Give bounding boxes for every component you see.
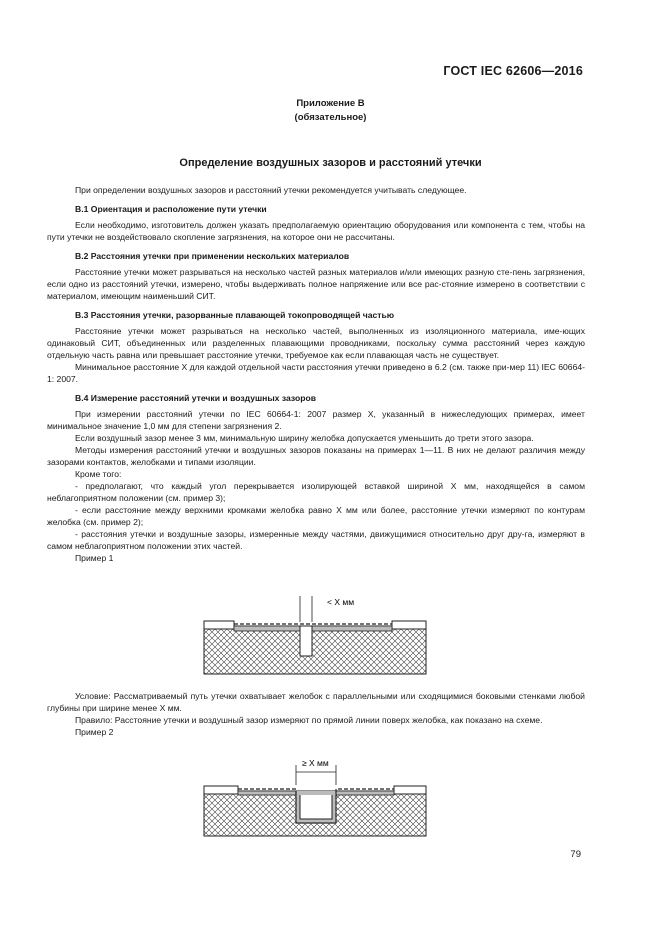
annex-status: (обязательное) <box>294 112 367 123</box>
example-2-label: Пример 2 <box>75 727 114 737</box>
groove-inner <box>300 795 332 819</box>
section-b3-paragraph-2: Минимальное расстояние X для каждой отдельной части расстояния утечки приведено в 6.2 (см. также при-мер 11) IEC 60664-1: 2007. <box>47 362 585 384</box>
groove <box>300 626 312 656</box>
section-b2-heading: В.2 Расстояния утечки при применении нескольких материалов <box>75 251 350 261</box>
right-conductor <box>392 621 426 629</box>
substrate <box>204 626 426 674</box>
annex-label: Приложение В <box>296 98 365 109</box>
section-b4-paragraph-1: При измерении расстояний утечки по IEC 60664-1: 2007 размер X, указанный в нижеследующих примерах, имеет минимальное значение 1,0 мм для степени загрязнения 2. <box>47 409 585 431</box>
section-b1-heading: В.1 Ориентация и расположение пути утечки <box>75 204 267 214</box>
example-1-text <box>47 690 585 738</box>
list-item-1: - предполагают, что каждый угол перекрывается изолирующей вставкой шириной X мм, находящейся в самом неблагоприятном положении (см. пример 3); <box>47 481 585 503</box>
example-1-label: Пример 1 <box>75 553 114 563</box>
left-conductor <box>204 786 238 794</box>
annex-header <box>0 97 661 125</box>
standard-designation: ГОСТ IEC 62606—2016 <box>443 64 583 78</box>
right-conductor <box>394 786 426 794</box>
section-b4-heading: В.4 Измерение расстояний утечки и воздушных зазоров <box>75 393 316 403</box>
example-2-figure <box>200 755 430 840</box>
page-number: 79 <box>570 849 581 860</box>
example-2-dimension: ≥ X мм <box>302 758 329 768</box>
list-item-3: - расстояния утечки и воздушные зазоры, измеренные между частями, движущимися относительно друг дру-га, измеряют в самом неблагоприятном положении этих частей. <box>47 529 585 551</box>
example-1-dimension: < X мм <box>327 597 355 607</box>
example-1-figure <box>200 590 430 680</box>
intro-paragraph: При определении воздушных зазоров и расстояний утечки рекомендуется учитывать следующее. <box>75 185 467 195</box>
example-1-rule: Правило: Расстояние утечки и воздушный зазор измеряют по прямой линии поверх желобка, как показано на схеме. <box>75 715 543 725</box>
annex-title: Определение воздушных зазоров и расстояний утечки <box>179 157 482 169</box>
section-b3-heading: В.3 Расстояния утечки, разорванные плавающей токопроводящей частью <box>75 310 395 320</box>
section-b3-paragraph-1: Расстояние утечки может разрываться на несколько частей, выполненных из изоляционного материала, име-ющих одинаковый СИТ, объединенных или разделенных плавающими проводниками, поскольку сумма расстояний через каждую отдельную часть равна или превышает расстояние утечки, требуемое как если плавающая часть не существует. <box>47 326 585 360</box>
example-1-condition: Условие: Рассматриваемый путь утечки охватывает желобок с параллельными или сходящимися боковыми стенками любой глубины при ширине менее X мм. <box>47 691 585 713</box>
left-conductor <box>204 621 234 629</box>
body-text <box>47 184 585 564</box>
list-item-2: - если расстояние между верхними кромками желобка равно X мм или более, расстояние утечки измеряют по контурам желобка (см. пример 2); <box>47 505 585 527</box>
insulation-layer <box>234 626 392 631</box>
section-b2-paragraph: Расстояние утечки может разрываться на несколько частей разных материалов и/или имеющих разную сте-пень загрязнения, если одно из расстояний утечки, измерено, чтобы выдерживать полное напряжение или все рас-стояние измерено в соответствии с материалом, имеющим наименьший СИТ. <box>47 267 585 301</box>
section-b4-paragraph-3: Методы измерения расстояний утечки и воздушных зазоров показаны на примерах 1—11. В них не делают различия между зазорами контактов, желобками и типами изоляции. <box>47 445 585 467</box>
section-b4-paragraph-4: Кроме того: <box>75 469 122 479</box>
section-b1-paragraph: Если необходимо, изготовитель должен указать предполагаемую ориентацию оборудования или компонента с тем, чтобы на пути утечки не воздействовало скопление загрязнения, на которое они не рассчитаны. <box>47 220 585 242</box>
section-b4-paragraph-2: Если воздушный зазор менее 3 мм, минимальную ширину желобка допускается уменьшить до трети этого зазора. <box>75 433 534 443</box>
